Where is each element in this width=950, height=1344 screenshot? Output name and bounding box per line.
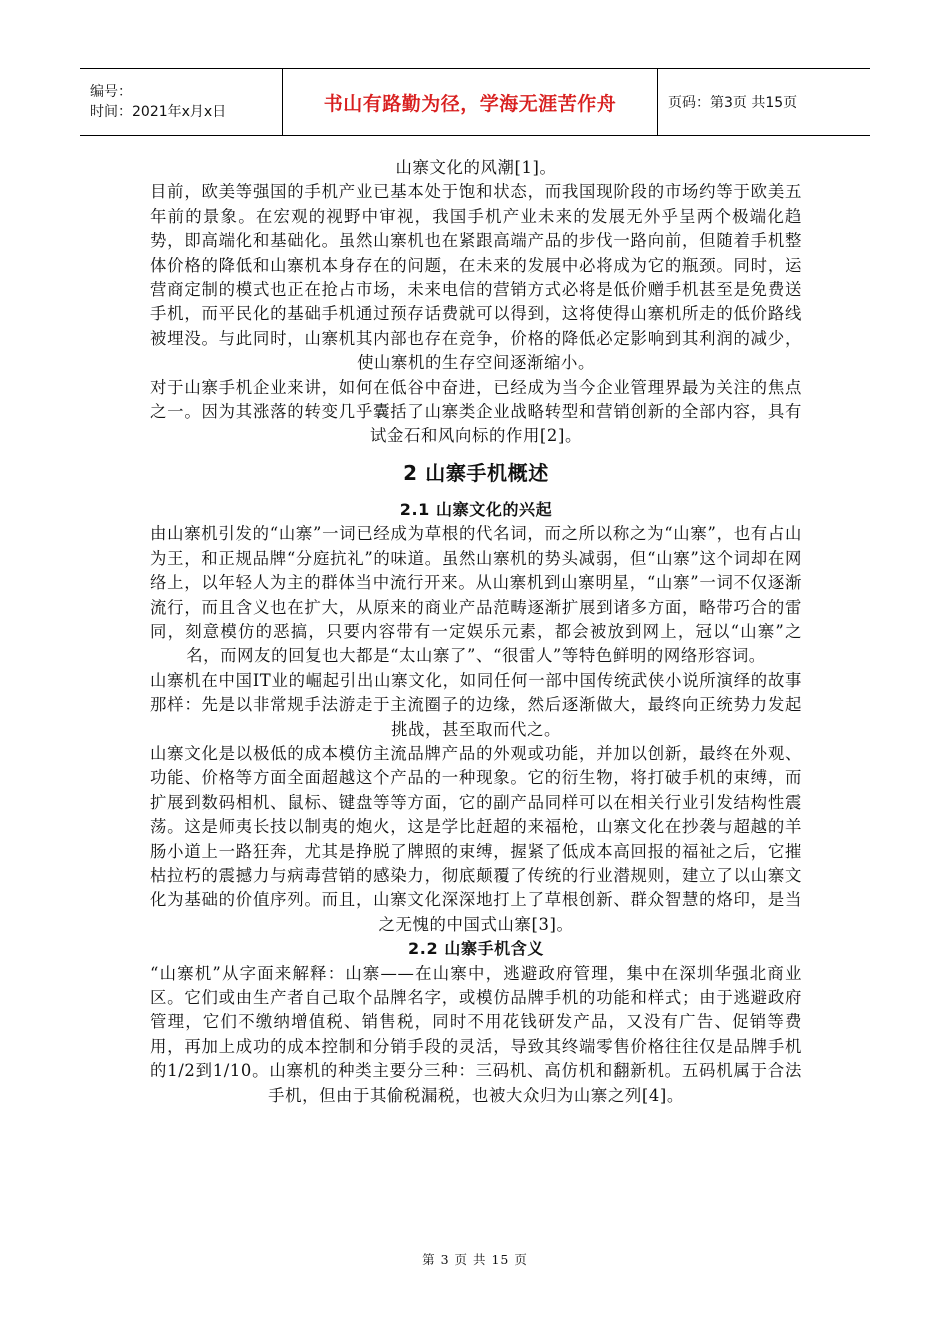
header-page-cell [658, 69, 870, 135]
paragraph: 山寨文化的风潮[1]。 [395, 158, 557, 177]
paragraph: 目前，欧美等强国的手机产业已基本处于饱和状态，而我国现阶段的市场约等于欧美五年前的景象。在宏观的视野中审视，我国手机产业未来的发展无外乎呈两个极端化趋势，即高端化和基础化。虽然山寨机也在紧跟高端产品的步伐一路向前，但随着手机整体价格的降低和山寨机本身存在的问题，在未来的发展中必将成为它的瓶颈。同时，运营商定制的模式也正在抢占市场，未来电信的营销方式必将是低价赠手机甚至是免费送手机，而平民化的基础手机通过预存话费就可以得到，这将使得山寨机所走的低价路线被埋没。与此同时，山寨机其内部也存在竞争，价格的降低必定影响到其利润的减少，使山寨机的生存空间逐渐缩小。 [150, 182, 802, 373]
paragraph: 对于山寨手机企业来讲，如何在低谷中奋进，已经成为当今企业管理界最为关注的焦点之一。因为其涨落的转变几乎囊括了山寨类企业战略转型和营销创新的全部内容，具有试金石和风向标的作用[2]。 [150, 377, 802, 446]
document-body [150, 156, 802, 1108]
paragraph: “山寨机”从字面来解释：山寨——在山寨中，逃避政府管理，集中在深圳华强北商业区。它们或由生产者自己取个品牌名字，或模仿品牌手机的功能和样式；由于逃避政府管理，它们不缴纳增值税、销售税，同时不用花钱研发产品，又没有广告、促销等费用，再加上成功的成本控制和分销手段的灵活，导致其终端零售价格往往仅是品牌手机的1/2到1/10。山寨机的种类主要分三种：三码机、高仿机和翻新机。五码机属于合法手机，但由于其偷税漏税，也被大众归为山寨之列[4]。 [150, 963, 802, 1105]
section-heading: 2 山寨手机概述 [403, 460, 549, 485]
header-meta [80, 69, 282, 135]
header-page-number: 页码：第3页 共15页 [668, 95, 798, 111]
paragraph: 由山寨机引发的“山寨”一词已经成为草根的代名词，而之所以称之为“山寨”，也有占山为王，和正规品牌“分庭抗礼”的味道。虽然山寨机的势头减弱，但“山寨”这个词却在网络上，以年轻人为主的群体当中流行开来。从山寨机到山寨明星，“山寨”一词不仅逐渐流行，而且含义也在扩大，从原来的商业产品范畴逐渐扩展到诸多方面，略带巧合的雷同，刻意模仿的恶搞，只要内容带有一定娱乐元素，都会被放到网上，冠以“山寨”之名，而网友的回复也大都是“太山寨了”、“很雷人”等特色鲜明的网络形容词。 [150, 524, 802, 666]
document-number-label: 编号： [90, 84, 132, 100]
paragraph: 山寨机在中国IT业的崛起引出山寨文化，如同任何一部中国传统武侠小说所演绎的故事那样：先是以非常规手法游走于主流圈子的边缘，然后逐渐做大，最终向正统势力发起挑战，甚至取而代之。 [150, 670, 802, 739]
subsection-heading: 2.2 山寨手机含义 [408, 939, 544, 959]
header-motto: 书山有路勤为径，学海无涯苦作舟 [323, 92, 617, 115]
page-header [80, 68, 870, 136]
header-motto-cell [282, 69, 658, 135]
page-footer: 第 3 页 共 15 页 [422, 1252, 528, 1267]
paragraph: 山寨文化是以极低的成本模仿主流品牌产品的外观或功能，并加以创新，最终在外观、功能、价格等方面全面超越这个产品的一种现象。它的衍生物，将打破手机的束缚，而扩展到数码相机、鼠标、键盘等等方面，它的副产品同样可以在相关行业引发结构性震荡。这是师夷长技以制夷的炮火，这是学比赶超的来福枪，山寨文化在抄袭与超越的羊肠小道上一路狂奔，尤其是挣脱了牌照的束缚，握紧了低成本高回报的福祉之后，它摧枯拉朽的震撼力与病毒营销的感染力，彻底颠覆了传统的行业潜规则，建立了以山寨文化为基础的价值序列。而且，山寨文化深深地打上了草根创新、群众智慧的烙印，是当之无愧的中国式山寨[3]。 [150, 743, 802, 934]
document-date-label: 时间：2021年x月x日 [90, 104, 227, 120]
subsection-heading: 2.1 山寨文化的兴起 [399, 499, 553, 519]
